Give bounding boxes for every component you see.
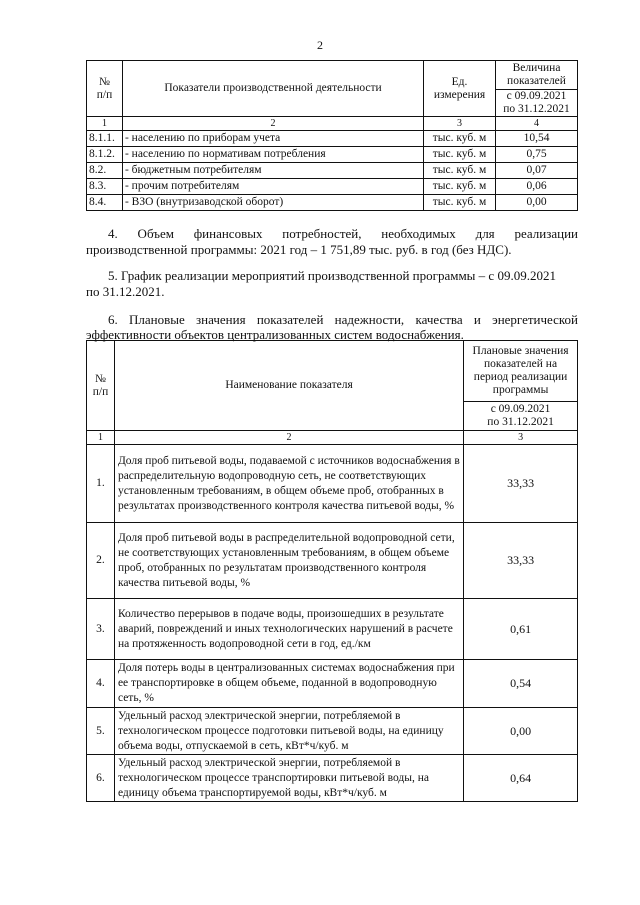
row-num: 1. xyxy=(87,445,115,523)
row-value: 0,54 xyxy=(464,660,578,708)
paragraph-4-line-2: производственной программы: 2021 год – 1 751,89 тыс. руб. в год (без НДС). xyxy=(86,242,512,257)
row-value: 0,61 xyxy=(464,599,578,660)
table-header-row xyxy=(87,61,578,90)
row-num: 4. xyxy=(87,660,115,708)
row-num: 8.1.1. xyxy=(87,131,123,147)
paragraph-6-line-1: 6. Плановые значения показателей надежности, качества и энергетической xyxy=(108,312,578,327)
row-value: 33,33 xyxy=(464,523,578,599)
production-indicators-table xyxy=(86,60,578,211)
table-row xyxy=(87,755,578,802)
header-value-period: с 09.09.2021 по 31.12.2021 xyxy=(496,90,578,117)
row-name: - населению по нормативам потребления xyxy=(122,147,423,163)
header-num: № п/п xyxy=(87,341,115,431)
row-num: 6. xyxy=(87,755,115,802)
row-name: Количество перерывов в подаче воды, произошедших в результате аварий, повреждений и иных технологических нарушений в расчете на протяженность водопроводной сети в год, ед./км xyxy=(114,599,463,660)
row-name: - ВЗО (внутризаводской оборот) xyxy=(122,195,423,211)
row-name: - прочим потребителям xyxy=(122,179,423,195)
row-name: - населению по приборам учета xyxy=(122,131,423,147)
col-number: 2 xyxy=(114,431,463,445)
header-indicator: Показатели производственной деятельности xyxy=(122,61,423,117)
paragraph-6-line-2: эффективности объектов централизованных систем водоснабжения. xyxy=(86,327,464,342)
col-number: 1 xyxy=(87,431,115,445)
column-number-row xyxy=(87,117,578,131)
row-name: - бюджетным потребителям xyxy=(122,163,423,179)
header-num: № п/п xyxy=(87,61,123,117)
paragraph-4-line-1: 4. Объем финансовых потребностей, необходимых для реализации xyxy=(108,226,578,241)
row-name: Удельный расход электрической энергии, потребляемой в технологическом процессе подготовки питьевой воды, на единицу объема воды, отпускаемой в сеть, кВт*ч/куб. м xyxy=(114,708,463,755)
row-num: 2. xyxy=(87,523,115,599)
header-name: Наименование показателя xyxy=(114,341,463,431)
col-number: 2 xyxy=(122,117,423,131)
row-value: 10,54 xyxy=(496,131,578,147)
table-row xyxy=(87,599,578,660)
row-num: 8.3. xyxy=(87,179,123,195)
header-value-title: Плановые значения показателей на период реализации программы xyxy=(464,341,578,402)
table-row xyxy=(87,708,578,755)
row-num: 5. xyxy=(87,708,115,755)
col-number: 3 xyxy=(424,117,496,131)
reliability-indicators-table xyxy=(86,340,578,802)
col-number: 1 xyxy=(87,117,123,131)
row-unit: тыс. куб. м xyxy=(424,131,496,147)
row-name: Удельный расход электрической энергии, потребляемой в технологическом процессе транспортировки питьевой воды, на единицу объема транспортируемой воды, кВт*ч/куб. м xyxy=(114,755,463,802)
header-value-title: Величина показателей xyxy=(496,61,578,90)
row-value: 0,75 xyxy=(496,147,578,163)
paragraph-5-line-2: по 31.12.2021. xyxy=(86,284,165,299)
row-value: 0,00 xyxy=(464,708,578,755)
row-num: 8.1.2. xyxy=(87,147,123,163)
row-value: 0,64 xyxy=(464,755,578,802)
row-unit: тыс. куб. м xyxy=(424,147,496,163)
table-header-row xyxy=(87,341,578,402)
header-unit: Ед. измерения xyxy=(424,61,496,117)
table-row xyxy=(87,179,578,195)
row-num: 8.2. xyxy=(87,163,123,179)
row-num: 3. xyxy=(87,599,115,660)
row-name: Доля проб питьевой воды, подаваемой с источников водоснабжения в распределительную водопроводную сеть, не соответствующих установленным требованиям, в общем объеме проб, отобранных в результатах производственного контроля качества питьевой воды, % xyxy=(114,445,463,523)
paragraph-5-line-1: 5. График реализации мероприятий производственной программы – с 09.09.2021 xyxy=(108,268,556,283)
table-row xyxy=(87,660,578,708)
col-number: 3 xyxy=(464,431,578,445)
column-number-row xyxy=(87,431,578,445)
row-unit: тыс. куб. м xyxy=(424,195,496,211)
row-name: Доля проб питьевой воды в распределительной водопроводной сети, не соответствующих установленным требованиям, в общем объеме проб, отобранных по результатам производственного контроля качества питьевой воды, % xyxy=(114,523,463,599)
row-value: 0,00 xyxy=(496,195,578,211)
row-value: 33,33 xyxy=(464,445,578,523)
row-unit: тыс. куб. м xyxy=(424,163,496,179)
table-row xyxy=(87,195,578,211)
row-name: Доля потерь воды в централизованных системах водоснабжения при ее транспортировке в общем объеме, поданной в водопроводную сеть, % xyxy=(114,660,463,708)
table-row xyxy=(87,131,578,147)
col-number: 4 xyxy=(496,117,578,131)
page-number: 2 xyxy=(317,38,323,52)
row-value: 0,07 xyxy=(496,163,578,179)
table-row xyxy=(87,523,578,599)
row-unit: тыс. куб. м xyxy=(424,179,496,195)
table-row xyxy=(87,163,578,179)
row-value: 0,06 xyxy=(496,179,578,195)
table-row xyxy=(87,147,578,163)
row-num: 8.4. xyxy=(87,195,123,211)
header-value-period: с 09.09.2021 по 31.12.2021 xyxy=(464,402,578,431)
table-row xyxy=(87,445,578,523)
